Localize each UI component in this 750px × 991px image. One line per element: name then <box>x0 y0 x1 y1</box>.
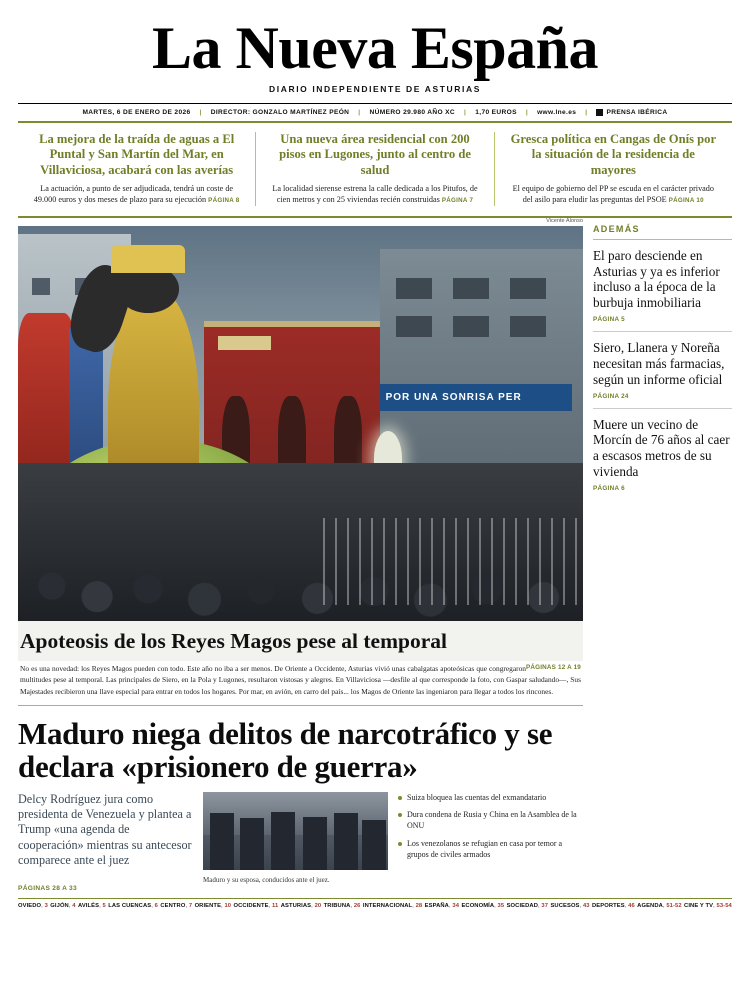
website-link[interactable]: www.lne.es <box>537 109 577 116</box>
publisher-logo-icon <box>596 109 603 116</box>
index-label: LAS CUENCAS <box>108 902 152 909</box>
teaser-text: La localidad sierense estrena la calle dedicada a los Pitufos, de cien metros y con 25 viviendas recién construidas <box>272 184 478 204</box>
teaser-item-1[interactable] <box>18 132 255 206</box>
index-page: 10 <box>224 902 232 909</box>
sidebar-item-1[interactable] <box>593 240 732 332</box>
newspaper-subtitle: DIARIO INDEPENDIENTE DE ASTURIAS <box>269 84 481 94</box>
sidebar-item-2[interactable] <box>593 332 732 409</box>
index-entry[interactable]: AGENDA, 51-52 <box>637 902 682 909</box>
index-page: 43 <box>582 902 590 909</box>
index-entry[interactable]: TRIBUNA, 26 <box>323 902 361 909</box>
list-item: Dura condena de Rusia y China en la Asamblea de la ONU <box>398 809 583 832</box>
index-page: 37 <box>541 902 549 909</box>
info-separator-5: | <box>585 109 588 116</box>
list-item: Los venezolanos se refugian en casa por temor a grupos de civiles armados <box>398 838 583 861</box>
teaser-row <box>18 123 732 216</box>
sidebar-item-title: Siero, Llanera y Noreña necesitan más farmacias, según un informe oficial <box>593 340 725 387</box>
main-story-photo-column <box>203 792 388 892</box>
sidebar-heading: ADEMÁS <box>593 218 732 240</box>
issue-price: 1,70 EUROS <box>475 109 517 116</box>
index-label: INTERNACIONAL <box>362 902 413 909</box>
publisher-group <box>596 109 667 116</box>
index-entry[interactable]: OCCIDENTE, 11 <box>233 902 279 909</box>
index-entry[interactable]: AVILÉS, 5 <box>77 902 106 909</box>
index-page: 4 <box>72 902 76 909</box>
index-page: 34 <box>452 902 460 909</box>
secondary-photo <box>203 792 388 870</box>
index-entry[interactable]: ECONOMÍA, 35 <box>461 902 505 909</box>
main-story-pages: PÁGINAS 28 A 33 <box>18 884 77 892</box>
photo-banner: POR UNA SONRISA PER <box>380 384 572 412</box>
photo-credit: Vicente Alonso <box>546 217 583 224</box>
index-label: CENTRO <box>160 902 186 909</box>
teaser-body <box>270 184 479 206</box>
photo-deck <box>18 661 583 696</box>
index-entry[interactable]: OVIEDO, 3 <box>18 902 48 909</box>
main-story-text-column <box>18 792 193 892</box>
teaser-text: El equipo de gobierno del PP se escuda en el carácter privado del asilo para eludir las preguntas del PSOE <box>512 184 714 204</box>
index-page: 35 <box>497 902 505 909</box>
teaser-text: La actuación, a punto de ser adjudicada, tendrá un coste de 49.000 euros y dos meses de plazo para su ejecución <box>33 184 234 204</box>
index-entry[interactable]: INTERNACIONAL, 28 <box>362 902 423 909</box>
sidebar-item-3[interactable] <box>593 409 732 500</box>
index-label: DEPORTES <box>592 902 625 909</box>
index-page: 53-54 <box>716 902 732 909</box>
index-page: 3 <box>44 902 48 909</box>
teaser-item-2[interactable] <box>255 132 493 206</box>
index-label: SUCESOS <box>550 902 580 909</box>
index-entry[interactable]: ORIENTE, 10 <box>194 902 232 909</box>
index-entry[interactable]: GIJÓN, 4 <box>50 902 76 909</box>
section-index <box>18 899 732 917</box>
index-label: TRIBUNA <box>323 902 351 909</box>
main-column <box>18 218 583 892</box>
issue-number: NÚMERO 29.980 AÑO XC <box>369 109 456 116</box>
teaser-body <box>509 184 718 206</box>
info-separator-1: | <box>199 109 202 116</box>
info-separator-3: | <box>464 109 467 116</box>
main-story-bullets-column <box>398 792 583 892</box>
info-separator-4: | <box>525 109 529 116</box>
teaser-item-3[interactable] <box>494 132 732 206</box>
masthead <box>18 0 732 94</box>
index-page: 51-52 <box>666 902 682 909</box>
index-entry[interactable]: CINE Y TV, 53-54 <box>684 902 732 909</box>
index-label: SOCIEDAD <box>506 902 538 909</box>
sidebar-item-title: Muere un vecino de Morcín de 76 años al caer a escasos metros de su vivienda <box>593 416 730 480</box>
index-label: CINE Y TV <box>684 902 714 909</box>
index-entry[interactable]: SOCIEDAD, 37 <box>506 902 549 909</box>
index-label: ESPAÑA <box>424 902 449 909</box>
index-page: 5 <box>102 902 106 909</box>
index-label: ASTURIAS <box>280 902 312 909</box>
index-page: 28 <box>415 902 423 909</box>
list-item: Suiza bloquea las cuentas del exmandatario <box>398 792 583 803</box>
sidebar-item-page: PÁGINA 24 <box>593 392 629 400</box>
content-area <box>18 218 732 892</box>
king-crown-icon <box>111 245 184 273</box>
photo-building-right <box>380 249 583 486</box>
issue-date: MARTES, 6 DE ENERO DE 2026 <box>82 109 191 116</box>
index-label: ORIENTE <box>194 902 222 909</box>
index-entry[interactable]: ESPAÑA, 34 <box>424 902 460 909</box>
photo-deck-text: No es una novedad: los Reyes Magos pueden con todo. Este año no iba a ser menos. De Oriente a Occidente, Asturias vivió unas cabalgatas apoteósicas que congregaron multitudes pese al temporal. Las principales de Siero, en la Pola y Lugones, resultaron vistosas y alegres. En Villaviciosa —desfile al que corresponde la foto, con Gaspar saludando—, Sus Majestades recibieron una llave especial para entrar en todos los hogares. Por mar, en avión, en carro del país... los Magos de Oriente las ingeniaron para llegar a todos los rincones. <box>20 664 581 696</box>
index-page: 46 <box>628 902 635 909</box>
index-entry[interactable]: SUCESOS, 43 <box>550 902 590 909</box>
index-entry[interactable]: DEPORTES, 46 <box>592 902 635 909</box>
float-decoration-red <box>18 313 75 479</box>
bullet-list <box>398 792 583 861</box>
index-page: 6 <box>154 902 158 909</box>
sidebar-item-page: PÁGINA 5 <box>593 316 625 324</box>
index-label: OCCIDENTE <box>233 902 269 909</box>
sidebar-item-page: PÁGINA 6 <box>593 485 625 493</box>
teaser-title: Una nueva área residencial con 200 pisos en Lugones, junto al centro de salud <box>279 132 471 177</box>
index-page: 20 <box>314 902 322 909</box>
index-page: 26 <box>353 902 361 909</box>
index-entry[interactable]: CENTRO, 7 <box>160 902 193 909</box>
info-separator-2: | <box>358 109 361 116</box>
teaser-body <box>32 184 241 206</box>
photo-headline[interactable]: Apoteosis de los Reyes Magos pese al temporal <box>18 621 583 662</box>
index-entry[interactable]: LAS CUENCAS, 6 <box>108 902 158 909</box>
newspaper-title: La Nueva España <box>152 15 598 81</box>
index-label: ECONOMÍA <box>461 902 495 909</box>
index-label: OVIEDO <box>18 902 42 909</box>
teaser-page: PÁGINA 8 <box>208 196 240 204</box>
teaser-title: La mejora de la traída de aguas a El Puntal y San Martín del Mar, en Villaviciosa, acabará con las averías <box>39 132 235 177</box>
lead-photo <box>18 226 583 621</box>
director-name: DIRECTOR: GONZALO MARTÍNEZ PEÓN <box>210 109 350 116</box>
teaser-page: PÁGINA 7 <box>441 196 474 204</box>
main-story-body <box>18 792 583 892</box>
index-page: 7 <box>188 902 193 909</box>
photo-fence <box>323 518 583 605</box>
publisher-group-label: PRENSA IBÉRICA <box>606 109 668 116</box>
teaser-page: PÁGINA 10 <box>668 196 704 204</box>
index-label: GIJÓN <box>50 902 69 909</box>
secondary-photo-caption: Maduro y su esposa, conducidos ante el juez. <box>203 875 330 884</box>
index-label: AVILÉS <box>77 902 100 909</box>
index-entry[interactable]: ASTURIAS, 20 <box>280 902 322 909</box>
index-page: 11 <box>271 902 279 909</box>
masthead-infoline <box>18 104 732 121</box>
main-story-deck: Delcy Rodríguez jura como presidenta de Venezuela y plantea a Trump «una agenda de cooperación» mientras su antecesor comparece ante el juez <box>18 791 192 868</box>
sidebar <box>593 218 732 892</box>
index-label: AGENDA <box>637 902 663 909</box>
sidebar-item-title: El paro desciende en Asturias y ya es inferior incluso a la época de la burbuja inmobiliaria <box>593 247 720 311</box>
teaser-title: Gresca política en Cangas de Onís por la situación de la residencia de mayores <box>510 132 717 177</box>
photo-deck-page: PÁGINAS 12 A 19 <box>525 664 581 672</box>
main-headline[interactable]: Maduro niega delitos de narcotráfico y se declara «prisionero de guerra» <box>18 715 553 785</box>
